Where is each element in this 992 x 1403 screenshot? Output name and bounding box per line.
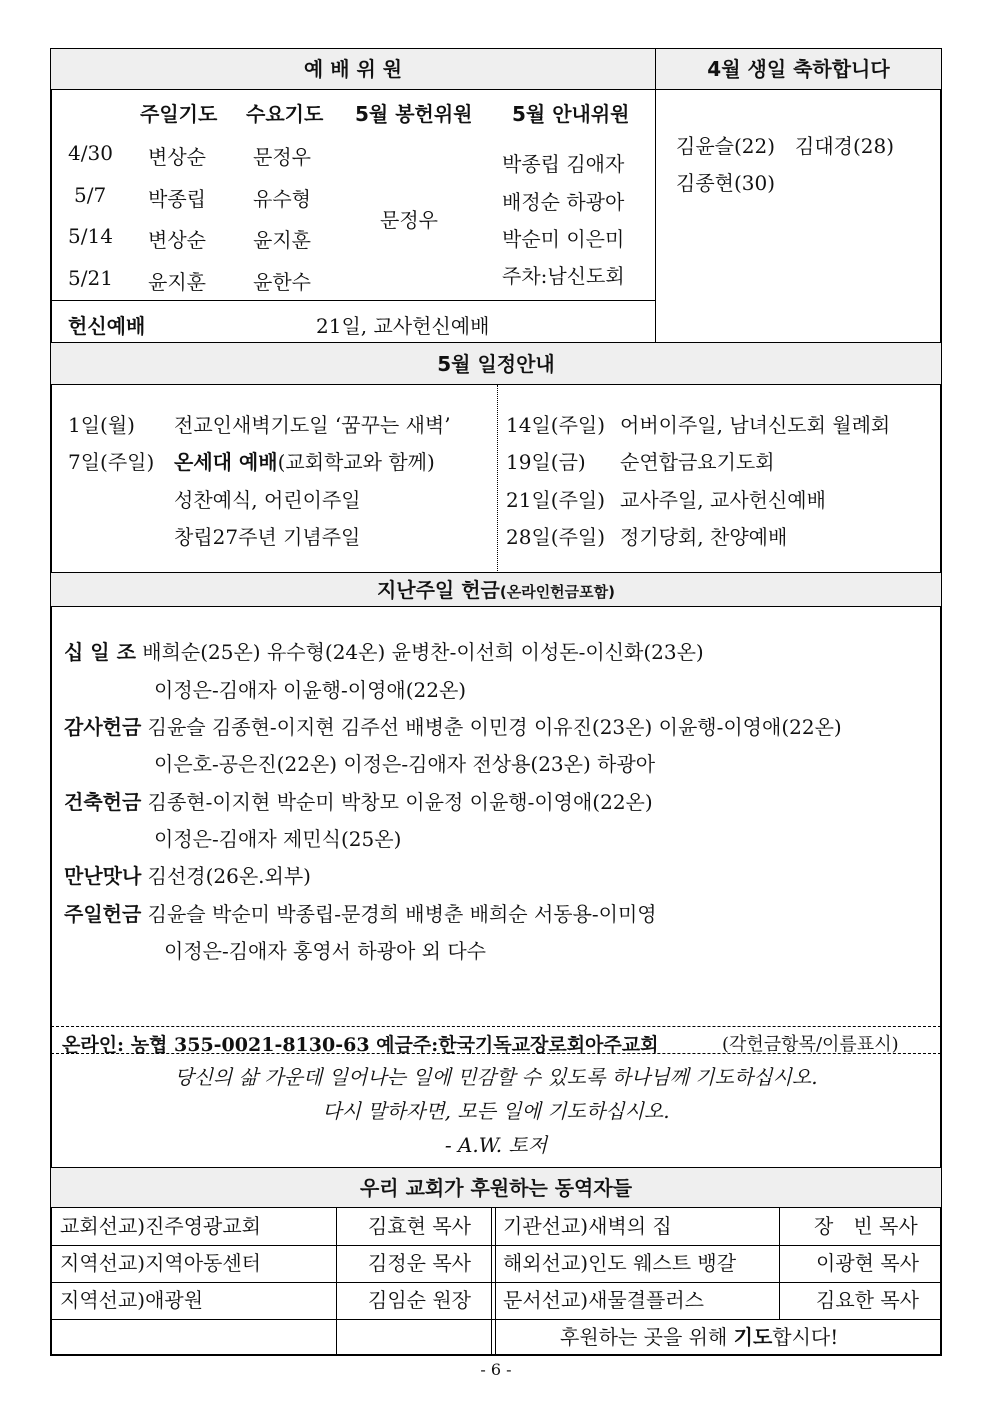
schedule-text: 순연합금요기도회 xyxy=(620,450,775,474)
partner-place: 지역선교)지역아동센터 xyxy=(60,1251,262,1275)
divider xyxy=(51,300,655,301)
row-sunday: 윤지훈 xyxy=(148,270,206,294)
partner-place: 해외선교)인도 웨스트 뱅갈 xyxy=(503,1251,737,1275)
partners-footer-post: 합시다! xyxy=(772,1325,839,1349)
quote-line: - A.W. 토저 xyxy=(444,1133,548,1157)
partners-footer xyxy=(560,1319,838,1355)
row-date: 5/14 xyxy=(68,224,113,248)
schedule-text: 어버이주일, 남녀신도회 월례회 xyxy=(620,413,891,437)
col-sunday-prayer: 주일기도 xyxy=(140,102,218,126)
offering-label: 건축헌금 xyxy=(64,790,142,814)
divider xyxy=(495,1208,496,1355)
offering-row xyxy=(64,636,704,665)
offering-row xyxy=(64,898,657,927)
offering-header xyxy=(51,573,941,607)
birthday-line: 김윤슬(22) 김대경(28) xyxy=(676,134,895,158)
offering-row: 이정은-김애자 제민식(25온) xyxy=(154,827,402,851)
partner-person: 이광현 목사 xyxy=(816,1251,919,1275)
schedule-text: 창립27주년 기념주일 xyxy=(174,525,361,549)
partner-person: 김임순 원장 xyxy=(368,1288,471,1312)
usher-line: 박종립 김애자 xyxy=(502,152,625,176)
quote-line: 다시 말하자면, 모든 일에 기도하십시오. xyxy=(322,1099,670,1123)
offering-label: 주일헌금 xyxy=(64,902,142,926)
row-sunday: 변상순 xyxy=(148,228,206,252)
partners-footer-pre: 후원하는 곳을 위해 xyxy=(560,1325,734,1349)
divider xyxy=(336,1208,337,1355)
dedication-value: 21일, 교사헌신예배 xyxy=(316,314,490,338)
row-wednesday: 유수형 xyxy=(253,187,311,211)
quote-line: 당신의 삶 가운데 일어나는 일에 민감할 수 있도록 하나님께 기도하십시오. xyxy=(174,1065,818,1089)
offering-row: 이정은-김애자 이윤행-이영애(22온) xyxy=(154,678,467,702)
partner-place: 기관선교)새벽의 집 xyxy=(503,1214,672,1238)
offering-title-note: (온라인헌금포함) xyxy=(499,583,616,601)
offering-names: 김종현-이지현 박순미 박창모 이윤정 이윤행-이영애(22온) xyxy=(147,790,653,814)
partner-place: 문서선교)새물결플러스 xyxy=(503,1288,705,1312)
usher-line: 주차:남신도회 xyxy=(502,264,625,288)
divider xyxy=(491,1208,492,1355)
schedule-text: 성찬예식, 어린이주일 xyxy=(174,488,361,512)
birthday-header: 4월 생일 축하합니다 xyxy=(656,49,941,90)
worship-committee-header: 예 배 위 원 xyxy=(51,49,655,90)
schedule-text-bold: 온세대 예배 xyxy=(174,450,278,474)
offering-names: 배희순(25온) 유수형(24온) 윤병찬-이선희 이성돈-이신화(23온) xyxy=(142,640,704,664)
partners-header: 우리 교회가 후원하는 동역자들 xyxy=(51,1168,941,1208)
birthday-line: 김종현(30) xyxy=(676,171,776,195)
partner-person: 김정운 목사 xyxy=(368,1251,471,1275)
offering-names: 김선경(26온.외부) xyxy=(147,864,311,888)
divider xyxy=(779,1208,780,1320)
schedule-text: 정기당회, 찬양예배 xyxy=(620,525,788,549)
row-wednesday: 문정우 xyxy=(253,145,311,169)
partner-place: 교회선교)진주영광교회 xyxy=(60,1214,262,1238)
schedule-text: 교사주일, 교사헌신예배 xyxy=(620,488,826,512)
offering-row: 이정은-김애자 홍영서 하광아 외 다수 xyxy=(164,939,486,963)
offering-names: 김윤슬 김종현-이지현 김주선 배병춘 이민경 이유진(23온) 이윤행-이영애(22온) xyxy=(147,715,842,739)
schedule-text-rest: (교회학교와 함께) xyxy=(277,450,435,474)
divider xyxy=(655,49,656,342)
offering-row xyxy=(64,786,653,815)
col-ushers: 5월 안내위원 xyxy=(512,102,630,126)
offering-names: 김윤슬 박순미 박종립-문경희 배병춘 배희순 서동용-이미영 xyxy=(147,902,657,926)
offering-label: 십 일 조 xyxy=(64,640,136,664)
row-sunday: 변상순 xyxy=(148,145,206,169)
row-date: 4/30 xyxy=(68,141,113,165)
dedication-label: 헌신예배 xyxy=(68,314,146,338)
offering-row: 이은호-공은진(22온) 이정은-김애자 전상용(23온) 하광아 xyxy=(154,752,656,776)
offering-label: 감사헌금 xyxy=(64,715,142,739)
divider xyxy=(497,385,498,573)
row-date: 5/21 xyxy=(68,266,113,290)
schedule-date: 21일(주일) xyxy=(506,488,606,512)
schedule-text: 전교인새벽기도일 ‘꿈꾸는 새벽’ xyxy=(174,413,451,437)
partner-person: 김효현 목사 xyxy=(368,1214,471,1238)
schedule-date: 7일(주일) xyxy=(68,450,155,474)
schedule-header: 5월 일정안내 xyxy=(51,343,941,385)
offering-row xyxy=(64,860,311,889)
schedule-date: 14일(주일) xyxy=(506,413,606,437)
row-wednesday: 윤지훈 xyxy=(253,228,311,252)
row-date: 5/7 xyxy=(74,183,107,207)
partners-footer-bold: 기도 xyxy=(733,1325,773,1349)
divider xyxy=(51,1053,941,1054)
col-wednesday-prayer: 수요기도 xyxy=(246,102,324,126)
schedule-date: 28일(주일) xyxy=(506,525,606,549)
quote xyxy=(51,1060,941,1162)
usher-line: 박순미 이은미 xyxy=(502,227,625,251)
usher-line: 배정순 하광아 xyxy=(502,190,625,214)
row-wednesday: 윤한수 xyxy=(253,270,311,294)
offering-row xyxy=(64,711,842,740)
partner-person: 김요한 목사 xyxy=(816,1288,919,1312)
online-account-text: 온라인: 농협 355-0021-8130-63 예금주:한국기독교장로회아주교회 xyxy=(62,1034,659,1056)
schedule-text xyxy=(174,446,435,475)
schedule-date: 19일(금) xyxy=(506,450,586,474)
partner-place: 지역선교)애광원 xyxy=(60,1288,204,1312)
schedule-date: 1일(월) xyxy=(68,413,135,437)
page-number: - 6 - xyxy=(480,1360,512,1379)
divider xyxy=(51,1026,941,1027)
col-offering: 5월 봉헌위원 xyxy=(355,102,473,126)
offering-label: 만난맛나 xyxy=(64,864,142,888)
offering-committee: 문정우 xyxy=(380,208,438,232)
row-sunday: 박종립 xyxy=(148,187,206,211)
online-note: (각헌금항목/이름표시) xyxy=(722,1034,899,1055)
partner-person: 장 빈 목사 xyxy=(814,1214,918,1238)
offering-title: 지난주일 헌금 xyxy=(376,578,500,602)
